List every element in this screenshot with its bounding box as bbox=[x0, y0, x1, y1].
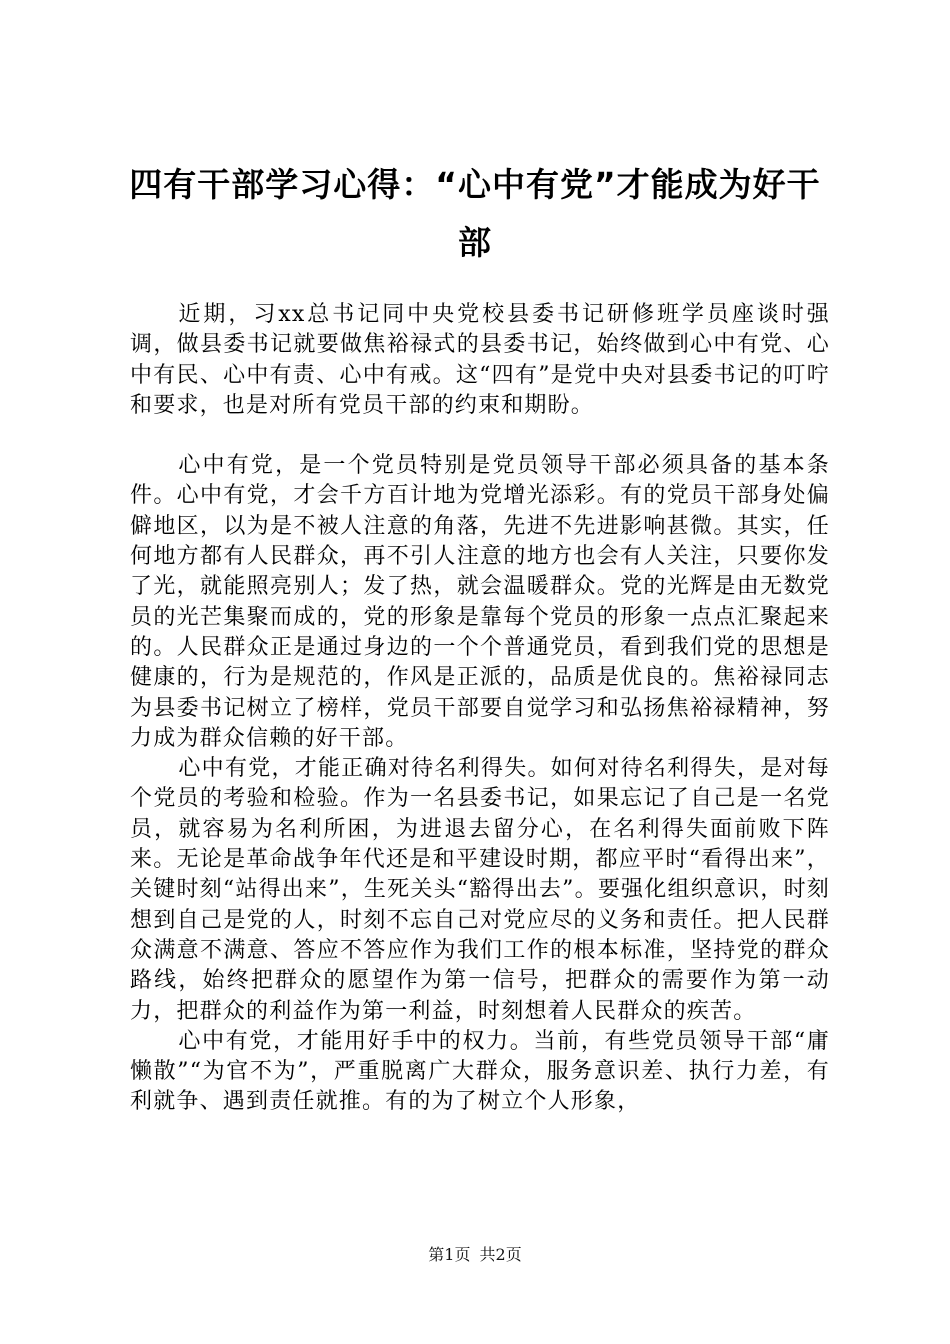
paragraph: 近期，习xx总书记同中央党校县委书记研修班学员座谈时强调，做县委书记就要做焦裕禄式的县委书记，始终做到心中有党、心中有民、心中有责、心中有戒。这“四有”是党中央对县委书记的叮咛和要求，也是对所有党员干部的约束和期盼。 bbox=[130, 302, 830, 418]
paragraph: 心中有党，才能正确对待名利得失。如何对待名利得失，是对每个党员的考验和检验。作为一名县委书记，如果忘记了自己是一名党员，就容易为名利所困，为进退去留分心，在名利得失面前败下阵来。无论是革命战争年代还是和平建设时期，都应平时“看得出来”，关键时刻“站得出来”，生死关头“豁得出去”。要强化组织意识，时刻想到自己是党的人，时刻不忘自己对党应尽的义务和责任。把人民群众满意不满意、答应不答应作为我们工作的根本标准，坚持党的群众路线，始终把群众的愿望作为第一信号，把群众的需要作为第一动力，把群众的利益作为第一利益，时刻想着人民群众的疾苦。 bbox=[130, 756, 830, 1024]
document-title: 四有干部学习心得：“心中有党”才能成为好干部 bbox=[129, 165, 821, 262]
page-total: 共2页 bbox=[479, 1245, 522, 1264]
document-body bbox=[130, 300, 830, 1118]
paragraph: 心中有党，是一个党员特别是党员领导干部必须具备的基本条件。心中有党，才会千方百计地为党增光添彩。有的党员干部身处偏僻地区，以为是不被人注意的角落，先进不先进影响甚微。其实，任何地方都有人民群众，再不引人注意的地方也会有人关注，只要你发了光，就能照亮别人；发了热，就会温暖群众。党的光辉是由无数党员的光芒集聚而成的，党的形象是靠每个党员的形象一点点汇聚起来的。人民群众正是通过身边的一个个普通党员，看到我们党的思想是健康的，行为是规范的，作风是正派的，品质是优良的。焦裕禄同志为县委书记树立了榜样，党员干部要自觉学习和弘扬焦裕禄精神，努力成为群众信赖的好干部。 bbox=[130, 453, 830, 751]
paragraph: 心中有党，才能用好手中的权力。当前，有些党员领导干部“庸懒散”“为官不为”，严重脱离广大群众，服务意识差、执行力差，有利就争、遇到责任就推。有的为了树立个人形象， bbox=[130, 1028, 830, 1115]
page-footer bbox=[0, 1244, 950, 1266]
page-number: 第1页 bbox=[428, 1245, 471, 1264]
